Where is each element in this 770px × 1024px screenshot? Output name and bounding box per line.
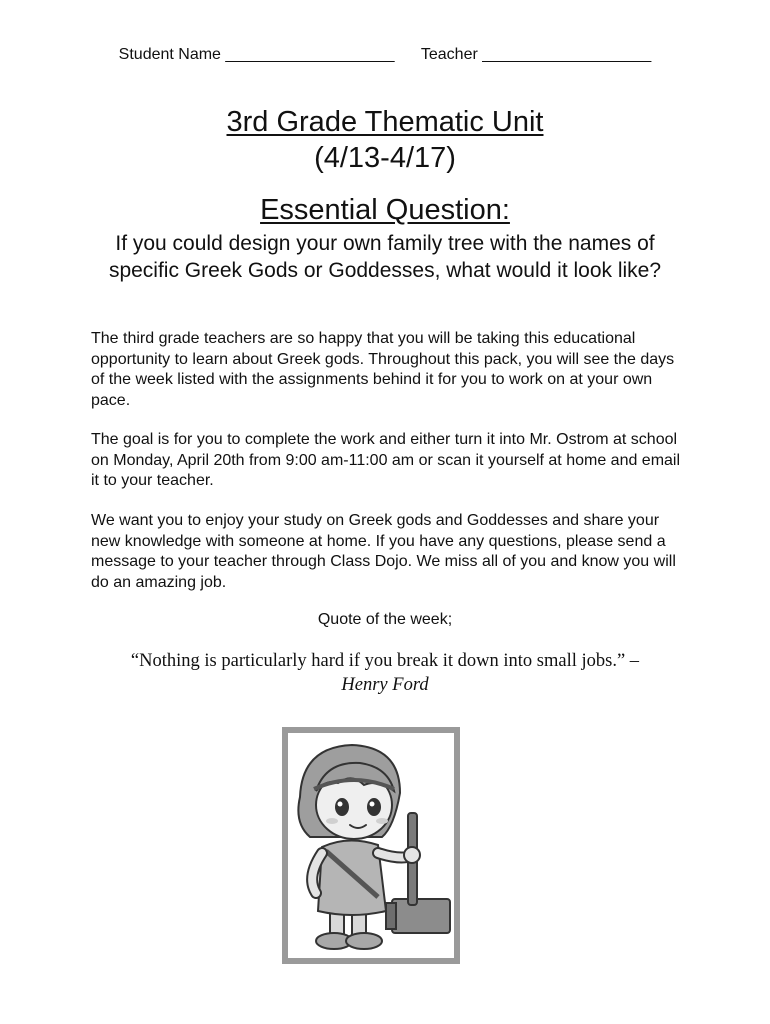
teacher-label: Teacher	[420, 46, 478, 63]
goal-paragraph: The goal is for you to complete the work and either turn it into Mr. Ostrom at school on Monday, April 20th from 9:00 am-11:00 am or scan it yourself at home and email it to your teacher.	[91, 431, 681, 489]
page-header	[0, 46, 770, 64]
unit-dates: (4/13-4/17)	[314, 142, 456, 174]
intro-paragraph: The third grade teachers are so happy that you will be taking this educational opportunity to learn about Greek gods. Throughout this pack, you will see the days of the week listed with the assignments behind it for you to work on at your own pace.	[91, 330, 675, 409]
unit-title: 3rd Grade Thematic Unit	[226, 106, 544, 138]
quote-author: Henry Ford	[341, 675, 429, 695]
quote-block	[70, 649, 700, 697]
quote-heading: Quote of the week;	[317, 611, 453, 628]
student-name-label: Student Name	[118, 46, 221, 63]
essential-question-text: If you could design your own family tree with the names of specific Greek Gods or Goddesses, what would it look like?	[108, 232, 662, 282]
hephaestus-illustration	[282, 727, 460, 964]
teacher-blank: ___________________	[482, 46, 652, 63]
closing-paragraph: We want you to enjoy your study on Greek gods and Goddesses and share your new knowledge with someone at home. If you have any questions, please send a message to your teacher through Class Dojo. We miss all of you and know you will do an amazing job.	[91, 512, 676, 591]
student-name-blank: ___________________	[225, 46, 395, 63]
quote-text: “Nothing is particularly hard if you break it down into small jobs.” –	[130, 651, 640, 671]
page-title	[0, 104, 770, 176]
cartoon-hephaestus-icon	[282, 727, 460, 964]
essential-question-heading: Essential Question:	[260, 194, 510, 226]
